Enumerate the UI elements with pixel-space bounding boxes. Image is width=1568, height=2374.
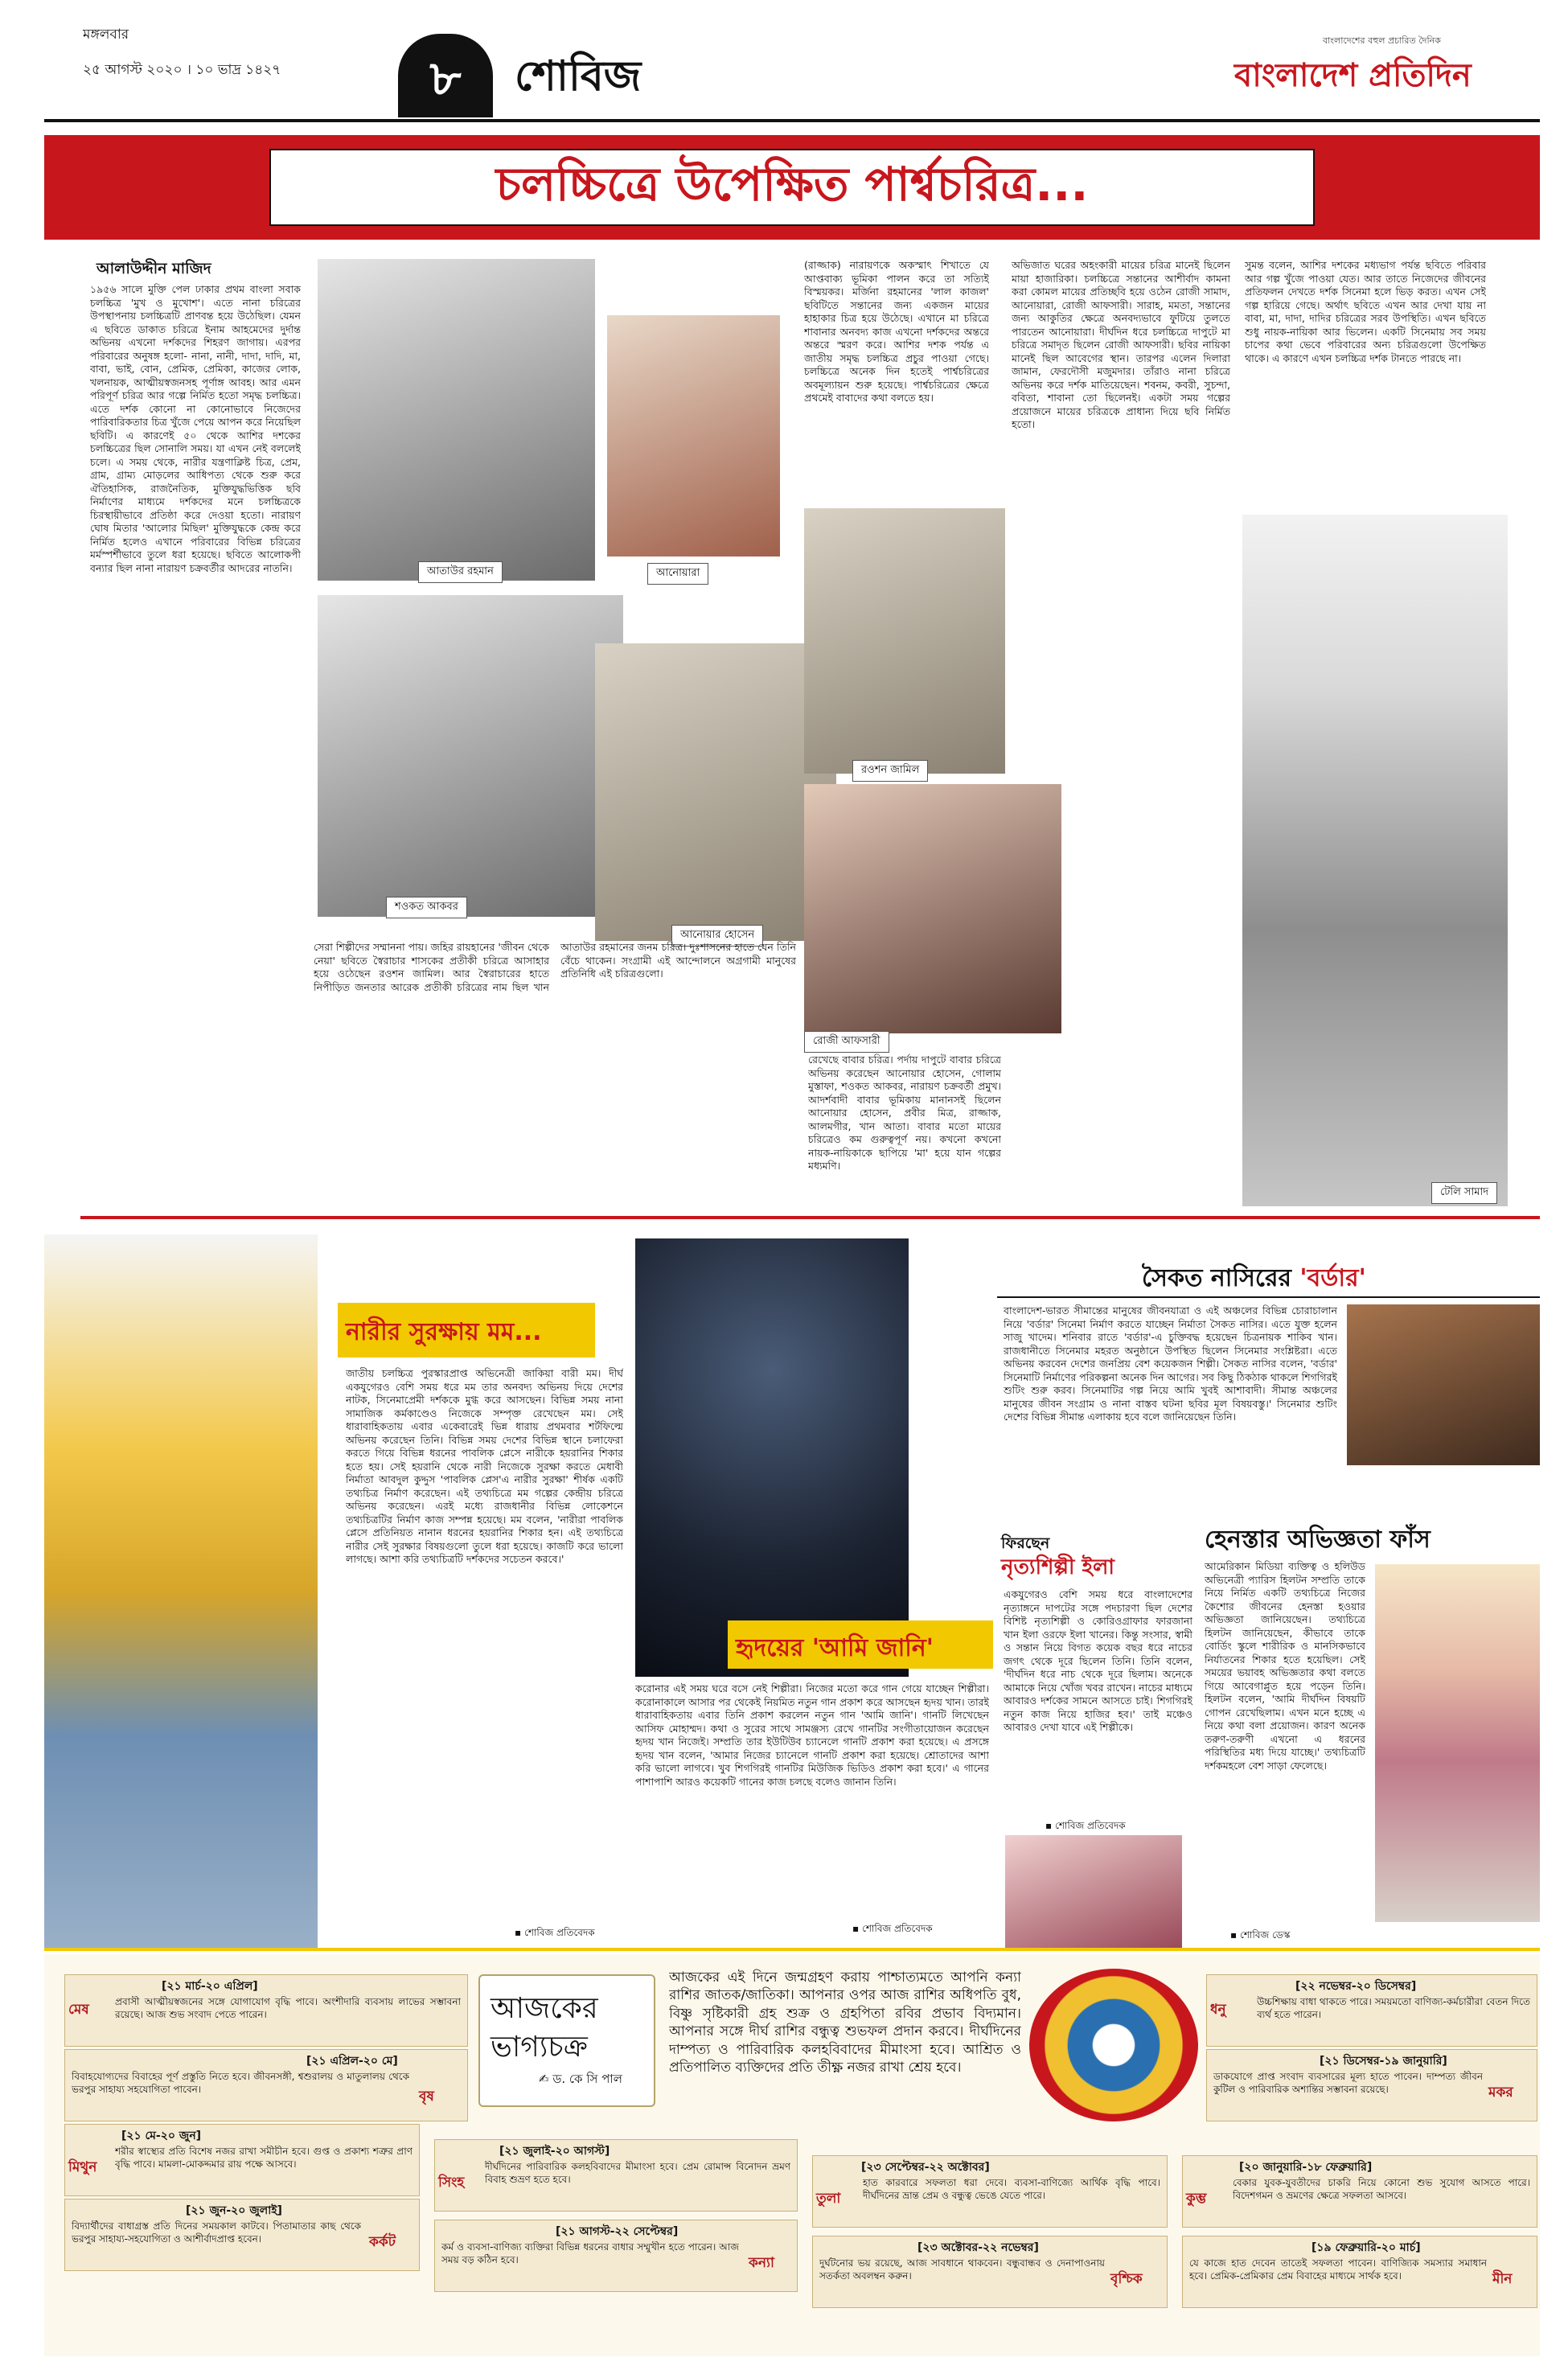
sign-brishchik-text: দুর্ঘটনাের ভয় রয়েছে, আজ সাবধানে থাকবেন। বন্ধুবান্ধব ও দেনাপাওনায় সতর্কতা অবলম্বন করুন। [819, 2257, 1105, 2282]
caption-rozy-afsari: রোজী আফসারী [804, 1031, 889, 1053]
ila-headline-small: ফিরছেন [1001, 1534, 1050, 1552]
sign-mesh-name: মেষ [68, 2002, 89, 2018]
sign-kumbha-text: বেকার যুবক-যুবতীদের চাকরি নিয়ে কোনো শুভ সুযোগ আসতে পারে। বিদেশগমন ও ভ্রমণের ক্ষেত্রে সফলতা আসবে। [1233, 2177, 1530, 2201]
paris-headline: হেনস্তার অভিজ্ঞতা ফাঁস [1205, 1526, 1430, 1554]
sign-kumbha-name: কুম্ভ [1186, 2191, 1207, 2207]
sign-makar-dates: [২১ ডিসেম্বর-১৯ জানুয়ারি] [1320, 2055, 1447, 2068]
sign-meen [1182, 2236, 1537, 2308]
horoscope-author: ✍ ড. কে সি পাল [539, 2072, 622, 2086]
sign-tula-text: হাত কারবারে সফলতা ধরা দেবে। ব্যবসা-বাণিজ্যে আর্থিক বৃদ্ধি পাবে। দীর্ঘদিনের ভ্রান্ত প্রেম ও বন্ধুত্ব ভেঙে যেতে পারে। [863, 2177, 1160, 2201]
lead-column-2b: সেরা শিল্পীদের সম্মাননা পায়। জহির রায়হানের 'জীবন থেকে নেয়া' ছবিতে স্বৈরাচার শাসকের প্রতীকী চরিত্রে আসাহার হয়ে ওঠেছেন রওশন জামিল। আর স্বৈরাচারের হাতে নিপীড়িত জনতার আরেক প্রতীকী চরিত্রের নাম ছিল খান আতাউর রহমানের জনম চরিত্র। দুঃশাসনের হাতে যেন তিনি বেঁচে থাকেন। সংগ্রামী এই আন্দোলনে অগ্রগামী মানুষের প্রতিনিধি এই চরিত্রগুলো। [314, 941, 796, 993]
mom-body: জাতীয় চলচ্চিত্র পুরস্কারপ্রাপ্ত অভিনেত্রী জাকিয়া বারী মম। দীর্ঘ একযুগেরও বেশি সময় ধরে মম তার অনবদ্য অভিনয় দিয়ে দেশের নাটক, সিনেমাপ্রেমী দর্শককে মুগ্ধ করে আসছেন। বিভিন্ন সময় নানা সামাজিক কর্মকাণ্ডেও নিজেকে সম্পৃক্ত রেখেছেন মম। সেই ধারাবাহিকতায় এবার একেবারেই ভিন্ন ধারায় প্রথমবার শর্টফিল্মে অভিনয় করেছেন তিনি। বিভিন্ন সময় দেশের বিভিন্ন স্থানে চলাফেরা করতে গিয়ে বিভিন্ন ধরনের পাবলিক প্লেসে নারীকে হয়রানির শিকার হতে হয়। সেই হয়রানি থেকে নারী নিজেকে সুরক্ষা করতে মেধাবী নির্মাতা আবদুল কুদ্দুস 'পাবলিক প্লেস'এ নারীর সুরক্ষা' শীর্ষক একটি তথ্যচিত্র নির্মাণ করেছেন। এই তথ্যচিত্রে মম গল্পের কেন্দ্রীয় চরিত্রে অভিনয় করেছেন। এরই মধ্যে রাজধানীর বিভিন্ন লোকেশনে তথ্যচিত্রটির নির্মাণ কাজ সম্পন্ন হয়েছে। মম বলেন, 'নারীরা পাবলিক প্লেসে প্রতিনিয়ত নানান ধরনের হয়রানির শিকার হন। এই তথ্যচিত্রে নারীর সেই সুরক্ষার বিষয়গুলো তুলে ধরা হয়েছে। কাজটি করে ভালো লাগছে। আশা করি তথ্যচিত্রটি দর্শকদের সচেতন করবে।' [346, 1367, 623, 1565]
sign-makar-text: ডাকযোগে প্রাপ্ত সংবাদ ব্যবসারের মূল্য হাতে পাবেন। দাম্পত্য জীবন কুটিল ও পারিবারিক অশান্তির সম্ভাবনা রয়েছে। [1213, 2071, 1483, 2095]
sign-makar [1206, 2049, 1537, 2121]
sign-singha [434, 2139, 798, 2212]
sign-kanya-dates: [২১ আগস্ট-২২ সেপ্টেম্বর] [556, 2225, 679, 2238]
horoscope-band-top [44, 1948, 1540, 1951]
sign-mithun-name: মিথুন [68, 2159, 97, 2175]
lead-byline: আলাউদ্দীন মাজিদ [96, 260, 211, 277]
lead-column-4: অভিজাত ঘরের অহংকারী মায়ের চরিত্র মানেই ছিলেন মায়া হাজারিকা। চলচ্চিত্রে সন্তানের আশীর্বাদ কামনা করা কোমল মায়ের প্রতিচ্ছবি হয়ে ওঠেন রোজী সামাদ, আনোয়ারা, রোজী আফসারী। সারাহ, মমতা, সন্তানের জন্য আকুতির ক্ষেত্রে অনবদ্যভাবে ফুটিয়ে তুলতে পারতেন আনোয়ারা। দীর্ঘদিন ধরে চলচ্চিত্রে দাপুটে মা চরিত্রে সমাদৃত ছিলেন রোজী আফসারী। ছবির নায়িকা মানেই ছিল আবেগের স্থান। তারপর এলেন দিলারা জামান, ফেরদৌসী মজুমদার। তাঁরাও নানা চরিত্রে অভিনয় করে দর্শক মাতিয়েছেন। শবনম, কবরী, সুচন্দা, ববিতা, শাবানা তো ছিলেনই। একটা সময় গল্পের প্রয়োজনে মায়ের চরিত্রকে প্রাধান্য দিয়ে ছবি নির্মিত হতো। [1012, 259, 1230, 430]
sign-dhanu [1206, 1974, 1537, 2047]
lead-headline [269, 149, 1315, 226]
photo-anowara [607, 315, 780, 557]
photo-ila [1005, 1835, 1182, 1948]
paris-body: আমেরিকান মিডিয়া ব্যক্তিত্ব ও হলিউড অভিনেত্রী প্যারিস হিলটন সম্প্রতি তাকে নিয়ে নির্মিত একটি তথ্যচিত্রে নিজের কৈশোর জীবনের হেনস্তা হওয়ার অভিজ্ঞতা জানিয়েছেন। তথ্যচিত্রে হিলটন জানিয়েছেন, কীভাবে তাকে বোর্ডিং স্কুলে শারীরিক ও মানসিকভাবে নির্যাতনের শিকার হতে হয়েছিল। সেই সময়ের ভয়াবহ অভিজ্ঞতার কথা বলতে গিয়ে আবেগাপ্লুত হয়ে পড়েন তিনি। হিলটন বলেন, 'আমি দীর্ঘদিন বিষয়টি গোপন রেখেছিলাম। এখন মনে হচ্ছে এ নিয়ে কথা বলা প্রয়োজন। কারণ অনেক তরুণ-তরুণী এখনো এ ধরনের পরিস্থিতির মধ্য দিয়ে যাচ্ছে।' তথ্যচিত্রটি দর্শকমহলে বেশ সাড়া ফেলেছে। [1205, 1560, 1365, 1772]
caption-rawshan-jamil: রওশন জামিল [852, 760, 928, 782]
masthead-tagline: বাংলাদেশের বহুল প্রচারিত দৈনিক [1323, 35, 1441, 46]
sign-brish [64, 2049, 468, 2121]
photo-paris-hilton [1375, 1564, 1540, 1922]
ami-jani-headline: হৃদয়ের 'আমি জানি' [736, 1634, 934, 1662]
sign-mithun-text: শরীর স্বাস্থ্যের প্রতি বিশেষ নজর রাখা সমীচীন হবে। গুপ্ত ও প্রকাশ্য শত্রুর প্রাণ বৃদ্ধি পাবে। মামলা-মোকদ্দমার রায় পক্ষে আসবে। [115, 2146, 413, 2170]
paris-credit: ▪ শোবিজ ডেস্ক [1230, 1929, 1291, 1941]
sign-brish-text: বিবাহযোগ্যদের বিবাহের পূর্ণ প্রস্তুতি নিতে হবে। জীবনসঙ্গী, শ্বশুরালয় ও মাতুলালয় থেকে ভরপুর সাহায্য সহযোগিতা পাবেন। [72, 2071, 409, 2095]
sign-mithun-dates: [২১ মে-২০ জুন] [121, 2130, 202, 2142]
photo-teli-samad [1242, 515, 1508, 1206]
ami-jani-photo [635, 1238, 909, 1677]
sign-dhanu-dates: [২২ নভেম্বর-২০ ডিসেম্বর] [1295, 1980, 1417, 1993]
sign-singha-text: দীর্ঘদিনের পারিবারিক কলহবিবাদের মীমাংসা হবে। প্রেম রোমান্স বিনোদন ভ্রমণ বিবাহ শুভ্রণ হতে হবে। [485, 2161, 790, 2185]
page-number: ৮ [429, 51, 462, 107]
header-rule [44, 119, 1540, 122]
caption-shawkat-akbar: শওকত আকবর [386, 897, 467, 918]
photo-anowar-hossain [595, 643, 836, 941]
lead-column-2: (রাজ্জাক) নারায়ণকে অকস্মাৎ শিখাতে যে আপ্তবাক্য ভূমিকা পালন করে তা সত্যিই বিস্ময়কর। মর্জিনা রহমানের 'লাল কাজল' ছবিটিতে সন্তানের জন্য একজন মায়ের হাহাকার চিত্র হয়ে উঠেছে। এখানে মা চরিত্রে শাবানার অনবদ্য কাজ এখনো দর্শকদের অন্তরে অন্তরে স্মরণ করে। আশির দশক পর্যন্ত এ জাতীয় সমৃদ্ধ চলচ্চিত্র প্রচুর পাওয়া গেছে। চলচ্চিত্রে অনেক দিন হতেই পার্শ্বচরিত্রের অবমূল্যায়ন শুরু হয়েছে। পার্শ্বচরিত্রের ক্ষেত্রে প্রথমেই বাবাদের কথা বলতে হয়। [804, 259, 989, 404]
weekday: মঙ্গলবার [83, 27, 129, 43]
border-headline-prefix: সৈকত নাসিরের [1142, 1264, 1291, 1292]
sign-brish-dates: [২১ এপ্রিল-২০ মে] [306, 2055, 398, 2068]
sign-karkat-name: কর্কট [369, 2234, 396, 2250]
sign-kumbha [1182, 2155, 1537, 2228]
caption-ataur-rahman: আতাউর রহমান [418, 561, 503, 583]
ila-credit: ▪ শোবিজ প্রতিবেদক [1045, 1820, 1126, 1831]
photo-rawshan-jamil [804, 508, 1005, 774]
photo-shawkat-akbar [318, 595, 623, 917]
border-headline [1142, 1259, 1366, 1300]
sign-kanya-name: কন্যা [749, 2255, 774, 2271]
caption-anowar-hossain: আনোয়ার হোসেন [671, 925, 763, 947]
caption-anowara: আনোয়ারা [647, 563, 708, 585]
issue-date: ২৫ আগস্ট ২০২০ । ১০ ভাদ্র ১৪২৭ [83, 62, 281, 78]
sign-kanya [434, 2220, 798, 2292]
sign-makar-name: মকর [1488, 2084, 1513, 2101]
ami-jani-body: করোনার এই সময় ঘরে বসে নেই শিল্পীরা। নিজের মতো করে গান গেয়ে যাচ্ছেন শিল্পীরা। করোনাকালে আসার পর থেকেই নিয়মিত নতুন গান প্রকাশ করে আসছেন হৃদয় খান। তারই ধারাবাহিকতায় এবার তিনি প্রকাশ করলেন নতুন গান 'আমি জানি'। গানটি লিখেছেন আসিফ মোহাম্মদ। কথা ও সুরের সাথে সামঞ্জস্য রেখে গানটির সংগীতায়োজন করেছেন হৃদয় খান নিজেই। সম্প্রতি তার ইউটিউব চ্যানেলে গানটি প্রকাশ করা হয়েছে। এ প্রসঙ্গে হৃদয় খান বলেন, 'আমার নিজের চ্যানেলে গানটি প্রকাশ করা হয়েছে। শ্রোতাদের আশা করি ভালো লাগবে। খুব শিগগিরই গানটির মিউজিক ভিডিও প্রকাশ করা হবে।' এ গানের পাশাপাশি আরও কয়েকটি গানের কাজ চলছে বলেও জানান তিনি। [635, 1682, 989, 1788]
border-body: বাংলাদেশ-ভারত সীমান্তের মানুষের জীবনযাত্রা ও এই অঞ্চলের বিভিন্ন চোরাচালান নিয়ে 'বর্ডার' সিনেমা নির্মাণ করতে যাচ্ছেন নির্মাতা সৈকত নাসির। এতে যুক্ত হলেন সাজু খাদেম। শনিবার রাতে 'বর্ডার'-এ চুক্তিবদ্ধ হয়েছেন চিত্রনায়ক শাকিব খান। রাজধানীতে সিনেমার মহরত অনুষ্ঠানে উপস্থিত ছিলেন সিনেমার সংশ্লিষ্টরা। এতে অভিনয় করবেন দেশের জনপ্রিয় বেশ কয়েকজন শিল্পী। সৈকত নাসির বলেন, 'বর্ডার' সিনেমাটি নির্মাণের পরিকল্পনা অনেক দিন আগের। সব কিছু ঠিকঠাক থাকলে শিগগিরই শুটিং শুরু করব। সিনেমাটির গল্প নিয়ে আমি খুবই আশাবাদী। সীমান্ত অঞ্চলের মানুষের জীবন সংগ্রাম ও নানা বাস্তব ঘটনা ছবির মূল বিষয়বস্তু।' সিনেমার শুটিং দেশের বিভিন্ন সীমান্ত এলাকায় হবে বলে জানিয়েছেন তিনি। [1004, 1304, 1337, 1423]
mom-headline: নারীর সুরক্ষায় মম... [346, 1318, 542, 1346]
border-rule [997, 1296, 1540, 1298]
horoscope-intro: আজকের এই দিনে জন্মগ্রহণ করায় পাশ্চাত্যমতে আপনি কন্যা রাশির জাতক/জাতিকা। আপনার ওপর আজ রাশির অধিপতি বুধ, বিষ্ণু সৃষ্টিকারী গ্রহ শুক্র ও গ্রহপিতা রবির প্রভাব বিদ্যমান। আপনার সঙ্গে দীর্ঘ রাশির বন্ধুত্ব শুভফল প্রদান করবে। দীর্ঘদিনের দাম্পত্য ও পারিবারিক কলহবিবাদের মীমাংসা হবে। আশ্রিত ও প্রতিপালিত ব্যক্তিদের প্রতি তীক্ষ্ণ নজর রাখা শ্রেয় হবে। [669, 1969, 1021, 2076]
sign-meen-text: যে কাজে হাত দেবেন তাতেই সফলতা পাবেন। বাণিজ্যিক সমস্যার সমাধান হবে। প্রেমিক-প্রেমিকার প্রেম বিবাহের মাধ্যমে সার্থক হবে। [1189, 2257, 1487, 2282]
sign-brishchik [812, 2236, 1168, 2308]
sign-brishchik-name: বৃশ্চিক [1110, 2271, 1143, 2287]
caption-teli-samad: টেলি সামাদ [1431, 1182, 1497, 1204]
sign-tula-dates: [২৩ সেপ্টেম্বর-২২ অক্টোবর] [861, 2161, 990, 2174]
lead-column-1: ১৯৫৬ সালে মুক্তি পেল ঢাকার প্রথম বাংলা সবাক চলচ্চিত্র 'মুখ ও মুখোশ'। এতে নানা চরিত্রের উপস্থাপনায় চলচ্চিত্রটি প্রাণবন্ত হয়ে উঠেছিল। যেমন এ ছবিতে ডাকাত চরিত্রে ইনাম আহমেদের দুর্দান্ত অভিনয় এখনো দর্শকদের শিহরণ জাগায়। এরপর পরিবারের অনুষঙ্গ হলো- নানা, নানী, দাদা, দাদি, মা, বাবা, ভাই, বোন, প্রেমিক, প্রেমিকা, কাজের লোক, খলনায়ক, আত্মীয়স্বজনসহ পূর্ণাঙ্গ আবহ। আর এমন পরিপূর্ণ চরিত্র আর গল্পে নির্মিত হতো সমৃদ্ধ চলচ্চিত্র। এতে দর্শক কোনো না কোনোভাবে নিজেদের পারিবারিকতার চিত্র খুঁজে পেয়ে আপন করে নিয়েছিল ছবিটি। এ কারণেই ৫০ থেকে আশির দশকের চলচ্চিত্রের ছিল সোনালি সময়। যা এখন নেই বললেই চলে। এ সময় থেকে, নারীর যন্ত্রণাক্লিষ্ট চিত্র, প্রেম, গ্রাম, গ্রাম্য মোড়লের আধিপত্য থেকে শুরু করে ঐতিহাসিক, রাজনৈতিক, মুক্তিযুদ্ধভিত্তিক ছবি নির্মাণের মাধ্যমে দর্শকদের মনে চলচ্চিত্রকে চিরস্থায়ীভাবে প্রতিষ্ঠা করে দেওয়া হতো। নারায়ণ ঘোষ মিতার 'আলোর মিছিল' মুক্তিযুদ্ধকে কেন্দ্র করে নির্মিত হলেও এখানে পরিবারের বিভিন্ন চরিত্রের মর্মস্পর্শীভাবে তুলে ধরা হয়েছে। ছবিতে আলোকপী বন্যার ছিল নানা নারায়ণ চক্রবর্তীর আদরের নাতনি। [90, 283, 301, 574]
sign-tula [812, 2155, 1168, 2228]
horoscope-title-2: ভাগ্যচক্র [491, 2031, 588, 2064]
sign-dhanu-text: উচ্চশিক্ষায় বাধা থাকতে পারে। সময়মতো বাণিজ্য-কর্মচারীরা বেতন দিতে ব্যর্থ হতে পারেন। [1257, 1996, 1530, 2020]
border-headline-highlight: 'বর্ডার' [1299, 1264, 1366, 1292]
photo-ataur-rahman [318, 259, 595, 581]
sign-mithun [64, 2124, 420, 2196]
masthead-logo: বাংলাদেশ প্রতিদিন [1234, 57, 1472, 94]
lead-bottom-rule [80, 1216, 1540, 1219]
sign-kanya-text: কর্ম ও ব্যবসা-বাণিজ্য ব্যক্তিরা বিভিন্ন ধরনের বাধার সম্মুখীন হতে পারেন। আজ সময় বড় কঠিন হবে। [441, 2241, 739, 2265]
sign-brishchik-dates: [২৩ অক্টোবর-২২ নভেম্বর] [917, 2241, 1039, 2254]
sign-mesh-text: প্রবাসী আত্মীয়স্বজনের সঙ্গে যোগাযোগ বৃদ্ধি পাবে। অংশীদারি ব্যবসায় লাভের সম্ভাবনা রয়েছে। আজ শুভ সংবাদ পেতে পারেন। [115, 1996, 461, 2020]
sign-brish-name: বৃষ [419, 2089, 434, 2105]
photo-border-signing [1347, 1304, 1540, 1465]
sign-karkat-text: বিদ্যার্থীদের বাধাগ্রস্ত প্রতি দিনের সময়কাল কাটবে। পিতামাতার কাছ থেকে ভরপুর সাহায্য-সহযোগিতা ও আশীর্বাদপ্রাপ্ত হবেন। [72, 2220, 361, 2245]
sign-karkat [64, 2199, 420, 2271]
mom-credit: ▪ শোবিজ প্রতিবেদক [515, 1927, 595, 1938]
zodiac-wheel [1029, 1969, 1198, 2121]
section-title: শোবিজ [515, 52, 642, 101]
ila-headline-big: নৃত্যশিল্পী ইলা [1001, 1555, 1114, 1579]
sign-mesh [64, 1974, 468, 2047]
sign-singha-dates: [২১ জুলাই-২০ আগস্ট] [499, 2145, 610, 2158]
page-header [44, 10, 1540, 122]
sign-dhanu-name: ধনু [1210, 2002, 1226, 2018]
sign-meen-dates: [১৯ ফেব্রুয়ারি-২০ মার্চ] [1311, 2241, 1421, 2254]
sign-karkat-dates: [২১ জুন-২০ জুলাই] [186, 2204, 282, 2217]
photo-mom [44, 1234, 318, 1950]
sign-meen-name: মীন [1492, 2271, 1513, 2287]
lead-column-5: সুমন্ত বলেন, আশির দশকের মধ্যভাগ পর্যন্ত ছবিতে পরিবার আর গল্প খুঁজে পাওয়া যেত। আর তাতে নিজেদের জীবনের প্রতিফলন দেখতে দর্শক সিনেমা হলে ভিড় করত। এখন সেই গল্প হারিয়ে গেছে। অর্থাৎ ছবিতে এখন আর দেখা যায় না বাবা, মা, দাদা, দাদির চরিত্রের সরব উপস্থিতি। এখন ছবিতে শুধু নায়ক-নায়িকা আর ভিলেন। একটি সিনেমায় সব সময় চাপের কথা ভেবে পরিবারের অন্য চরিত্রগুলো উপেক্ষিত থাকে। এ কারণে এখন চলচ্চিত্র দর্শক টানতে পারছে না। [1245, 259, 1486, 364]
horoscope-title-1: আজকের [491, 1992, 598, 2025]
sign-mesh-dates: [২১ মার্চ-২০ এপ্রিল] [162, 1980, 258, 1993]
sign-kumbha-dates: [২০ জানুয়ারি-১৮ ফেব্রুয়ারি] [1239, 2161, 1373, 2174]
ila-body: একযুগেরও বেশি সময় ধরে বাংলাদেশের নৃত্যাঙ্গনে দাপটের সঙ্গে পদচারণা ছিল দেশের বিশিষ্ট নৃত্যশিল্পী ও কোরিওগ্রাফার ফারজানা খান ইলা ওরফে ইলা খানের। কিন্তু সংসার, স্বামী ও সন্তান নিয়ে বিগত কয়েক বছর ধরে নাচের জগৎ থেকে দূরে ছিলেন তিনি। তিনি বলেন, 'দীর্ঘদিন ধরে নাচ থেকে দূরে ছিলাম। অনেকে আমাকে নিয়ে খোঁজ খবর রাখেন। নাচের মাধ্যমে আবারও দর্শকের সামনে আসতে চাই। শিগগিরই নতুন কাজ নিয়ে হাজির হব।' তাই মঞ্চেও আবারও দেখা যাবে এই শিল্পীকে। [1004, 1588, 1192, 1733]
lead-headline-text: চলচ্চিত্রে উপেক্ষিত পার্শ্বচরিত্র... [495, 156, 1089, 212]
sign-tula-name: তুলা [816, 2191, 841, 2207]
lead-column-3: রেখেছে বাবার চরিত্র। পর্দায় দাপুটে বাবার চরিত্রে অভিনয় করেছেন আনোয়ার হোসেন, গোলাম মুস্তাফা, শওকত আকবর, নারায়ণ চক্রবর্তী প্রমুখ। আদর্শবাদী বাবার ভূমিকায় মানানসই ছিলেন আনোয়ার হোসেন, প্রবীর মিত্র, রাজ্জাক, আলমগীর, খান আতা। বাবার মতো মায়ের চরিত্রেও কম গুরুত্বপূর্ণ নয়। কখনো কখনো নায়ক-নায়িকাকে ছাপিয়ে 'মা' হয়ে যান গল্পের মধ্যমণি। [808, 1054, 1001, 1172]
sign-singha-name: সিংহ [438, 2175, 465, 2191]
ami-jani-credit: ▪ শোবিজ প্রতিবেদক [852, 1923, 933, 1934]
